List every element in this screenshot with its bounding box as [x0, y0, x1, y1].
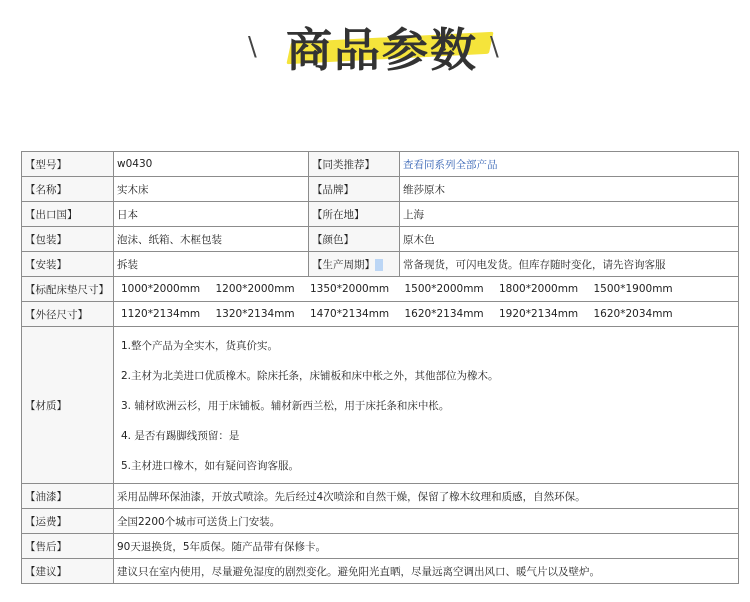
material-item: 5.主材进口橡木，如有疑问咨询客服。: [121, 459, 300, 472]
mattress-sizes: [114, 277, 739, 302]
color-value: 原木色: [400, 227, 739, 252]
mattress-size: 1500*2000mm: [404, 283, 484, 295]
mattress-size: 1200*2000mm: [215, 283, 295, 295]
table-row: [22, 484, 739, 509]
table-row: [22, 227, 739, 252]
package-label: 【包装】: [22, 227, 114, 252]
left-slash-decoration: \: [248, 32, 257, 62]
table-row: [22, 177, 739, 202]
brand-value: 维莎原木: [400, 177, 739, 202]
section-heading: [0, 0, 750, 100]
table-row: [22, 252, 739, 277]
page-title: 商品参数: [286, 23, 478, 77]
table-row: [22, 534, 739, 559]
outer-size: 1620*2134mm: [404, 308, 484, 320]
material-item: 2.主材为北美进口优质橡木。除床托条，床铺板和床中枨之外，其他部位为橡木。: [121, 369, 499, 382]
shipping-value: 全国2200个城市可送货上门安装。: [114, 509, 739, 534]
table-row: [22, 277, 739, 302]
name-value: 实木床: [114, 177, 309, 202]
shipping-label: 【运费】: [22, 509, 114, 534]
location-value: 上海: [400, 202, 739, 227]
outer-size-label: 【外径尺寸】: [22, 302, 114, 327]
model-value: w0430: [114, 152, 309, 177]
text-cursor-highlight: [375, 259, 383, 271]
table-row: [22, 152, 739, 177]
model-label: 【型号】: [22, 152, 114, 177]
origin-label: 【出口国】: [22, 202, 114, 227]
material-list: [114, 327, 739, 484]
cycle-label-cell: [309, 252, 400, 277]
material-label: 【材质】: [22, 327, 114, 484]
outer-size: 1920*2134mm: [499, 308, 579, 320]
outer-size: 1320*2134mm: [215, 308, 295, 320]
material-item: 4. 是否有踢脚线预留：是: [121, 429, 240, 442]
mattress-size: 1000*2000mm: [121, 283, 201, 295]
cycle-value: 常备现货，可闪电发货。但库存随时变化，请先咨询客服: [400, 252, 739, 277]
location-label: 【所在地】: [309, 202, 400, 227]
cycle-label: 【生产周期】: [312, 258, 375, 271]
outer-sizes: [114, 302, 739, 327]
right-slash-decoration: \: [490, 32, 499, 62]
advice-value: 建议只在室内使用，尽量避免湿度的剧烈变化。避免阳光直晒，尽量远离空调出风口、暖气片以及壁炉。: [114, 559, 739, 584]
mattress-size: 1800*2000mm: [499, 283, 579, 295]
advice-label: 【建议】: [22, 559, 114, 584]
install-label: 【安装】: [22, 252, 114, 277]
table-row: [22, 327, 739, 484]
spec-table: [21, 151, 739, 584]
paint-label: 【油漆】: [22, 484, 114, 509]
brand-label: 【品牌】: [309, 177, 400, 202]
aftersale-value: 90天退换货，5年质保。随产品带有保修卡。: [114, 534, 739, 559]
similar-label: 【同类推荐】: [309, 152, 400, 177]
table-row: [22, 302, 739, 327]
name-label: 【名称】: [22, 177, 114, 202]
table-row: [22, 509, 739, 534]
outer-size: 1620*2034mm: [593, 308, 673, 320]
similar-products-link[interactable]: 查看同系列全部产品: [400, 152, 739, 177]
aftersale-label: 【售后】: [22, 534, 114, 559]
color-label: 【颜色】: [309, 227, 400, 252]
table-row: [22, 559, 739, 584]
table-row: [22, 202, 739, 227]
material-item: 3. 辅材欧洲云杉，用于床铺板。辅材新西兰松，用于床托条和床中枨。: [121, 399, 450, 412]
mattress-size: 1350*2000mm: [310, 283, 390, 295]
outer-size: 1120*2134mm: [121, 308, 201, 320]
package-value: 泡沫、纸箱、木框包装: [114, 227, 309, 252]
origin-value: 日本: [114, 202, 309, 227]
material-item: 1.整个产品为全实木，货真价实。: [121, 339, 279, 352]
outer-size: 1470*2134mm: [310, 308, 390, 320]
install-value: 拆装: [114, 252, 309, 277]
paint-value: 采用品牌环保油漆，开放式喷涂。先后经过4次喷涂和自然干燥，保留了橡木纹理和质感，自然环保。: [114, 484, 739, 509]
mattress-label: 【标配床垫尺寸】: [22, 277, 114, 302]
mattress-size: 1500*1900mm: [593, 283, 673, 295]
